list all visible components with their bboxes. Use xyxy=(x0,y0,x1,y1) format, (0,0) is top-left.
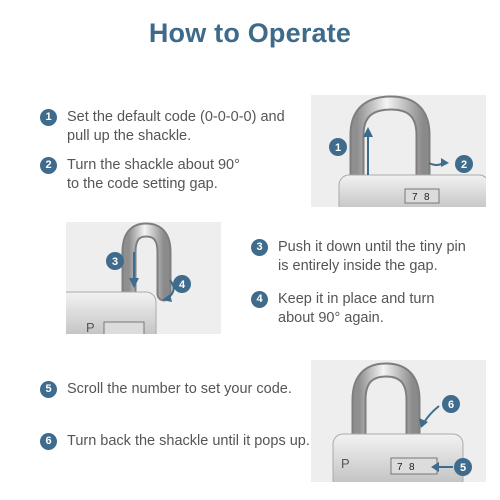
lock-photo-set-code xyxy=(311,360,486,482)
step-3 xyxy=(251,238,466,276)
lock-photo-pull-shackle xyxy=(311,95,486,207)
step-marker: 1 xyxy=(334,142,342,154)
dial-digit: 8 xyxy=(409,462,415,473)
dial-digit: 7 xyxy=(397,462,403,473)
dial-digit: 8 xyxy=(424,192,430,203)
step-text: Keep it in place and turn about 90° again. xyxy=(278,291,435,326)
step-1 xyxy=(40,108,285,146)
step-badge: 1 xyxy=(40,109,57,126)
step-badge: 2 xyxy=(40,157,57,174)
step-badge: 5 xyxy=(40,381,57,398)
step-text: Scroll the number to set your code. xyxy=(67,381,292,397)
step-4 xyxy=(251,290,434,328)
step-badge: 4 xyxy=(251,291,268,308)
step-badge: 3 xyxy=(251,239,268,256)
step-marker: 4 xyxy=(178,279,186,291)
step-5 xyxy=(40,380,292,399)
step-marker: 6 xyxy=(447,399,455,411)
step-text: Set the default code (0-0-0-0) and pull up the shackle. xyxy=(67,109,285,144)
page-title: How to Operate xyxy=(148,18,352,48)
step-marker: 5 xyxy=(459,462,467,474)
brand-letter: P xyxy=(341,456,350,471)
turn-arrow-icon xyxy=(429,163,443,165)
step-marker: 2 xyxy=(460,159,468,171)
step-text: Turn the shackle about 90° to the code setting gap. xyxy=(67,157,240,192)
step-badge: 6 xyxy=(40,433,57,450)
dial-digit: 7 xyxy=(412,192,418,203)
lock-photo-push-down xyxy=(66,222,221,334)
step-2 xyxy=(40,156,240,194)
brand-letter: P xyxy=(86,320,95,334)
step-text: Turn back the shackle until it pops up. xyxy=(67,433,310,449)
step-6 xyxy=(40,432,310,451)
step-text: Push it down until the tiny pin is entirely inside the gap. xyxy=(278,239,466,274)
step-marker: 3 xyxy=(111,256,119,268)
